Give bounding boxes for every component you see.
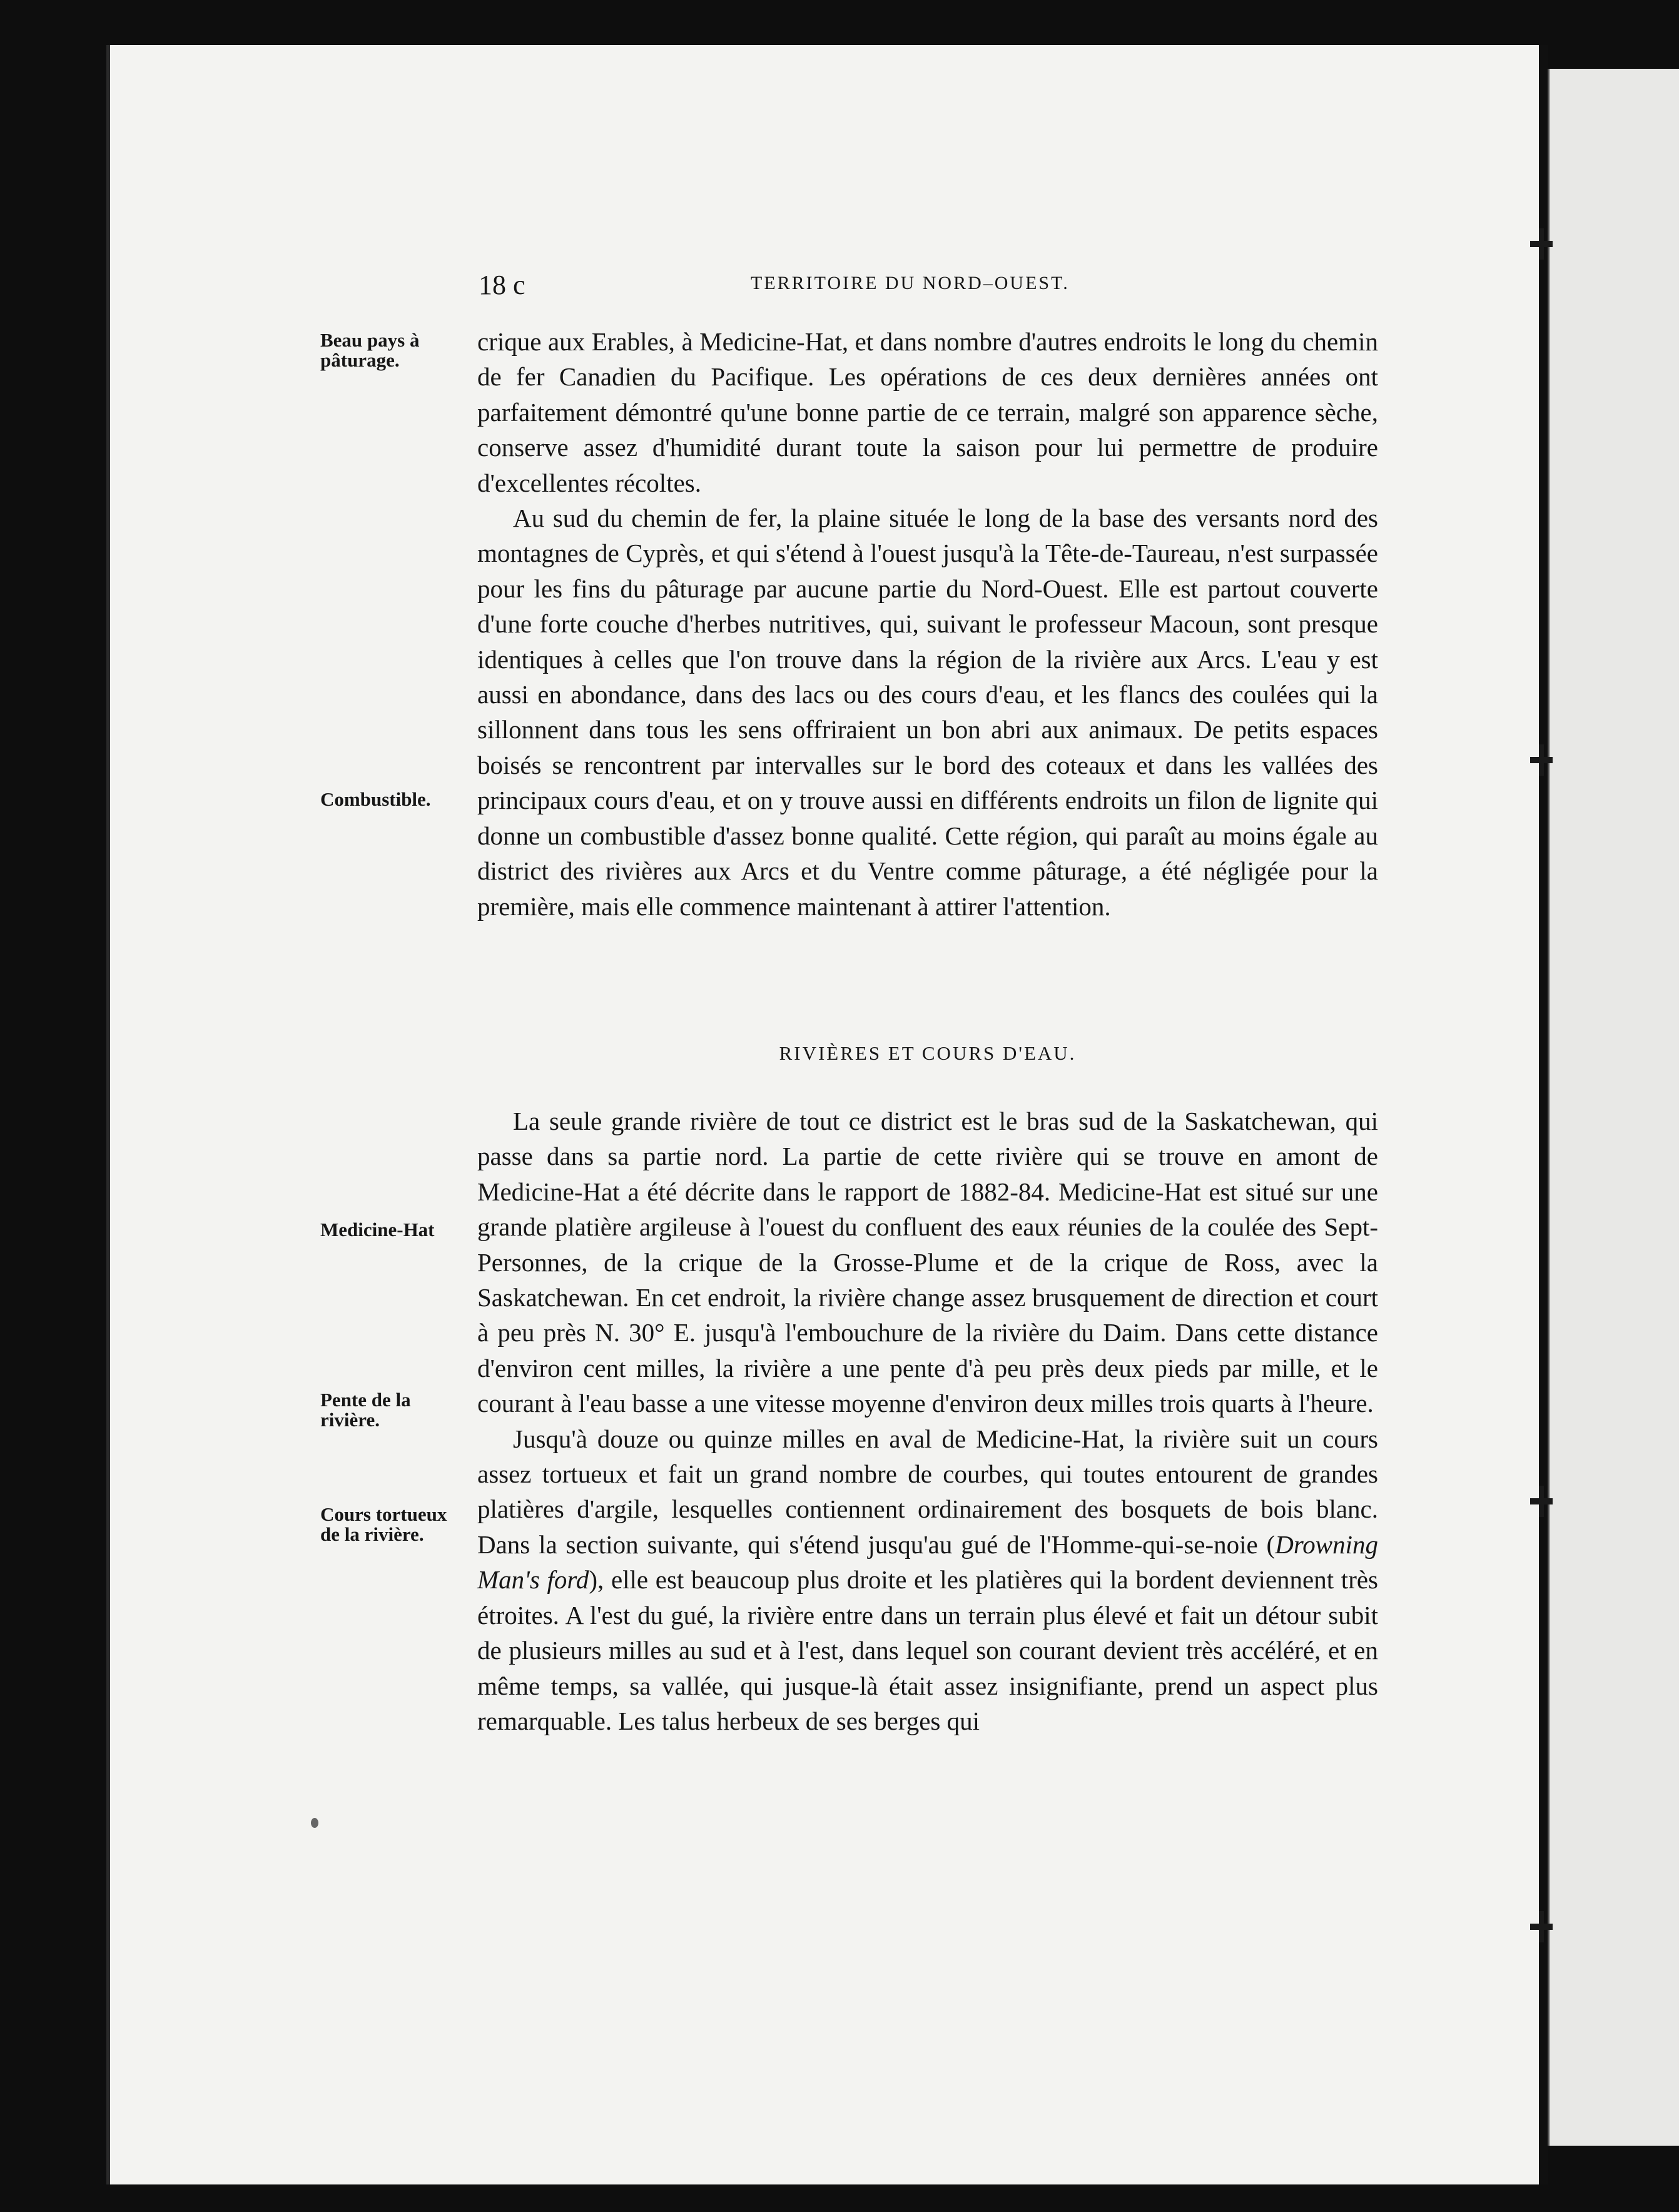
binding-mark xyxy=(1530,757,1553,763)
paragraph: crique aux Erables, à Medicine-Hat, et dans nombre d'autres endroits le long du chemin de fer Canadien du Pacifique. Les opérations de ces deux dernières années ont parfaitement démontré qu'une bonne partie de ce terrain, malgré son apparence sèche, conserve assez d'humidité durant toute la saison pour lui permettre de produire d'excellentes récoltes. xyxy=(477,327,1378,497)
margin-note-cours-tortueux: Cours tortueux de la rivière. xyxy=(320,1503,447,1545)
page-header xyxy=(475,269,1376,307)
running-title: TERRITOIRE DU NORD–OUEST. xyxy=(751,273,1070,293)
margin-note-medicine-hat: Medicine-Hat xyxy=(320,1219,435,1240)
paragraph: Au sud du chemin de fer, la plaine située le long de la base des versants nord des montagnes de Cyprès, et qui s'étend à l'ouest jusqu'à la Tête-de-Taureau, n'est surpassée pour les fins du pâturage par aucune partie du Nord-Ouest. Elle est partout couverte d'une forte couche d'herbes nutritives, qui, suivant le professeur Macoun, sont presque identiques à celles que l'on trouve dans la région de la rivière aux Arcs. L'eau y est aussi en abondance, dans des lacs ou des cours d'eau, et les flancs des coulées qui la sillonnent dans tous les sens offriraient un bon abri aux animaux. De petits espaces boisés se rencontrent par intervalles sur le bord des coteaux et dans les vallées des principaux cours d'eau, et on y trouve aussi en différents endroits un filon de lignite qui donne un combustible d'assez bonne qualité. Cette région, qui paraît au moins égale au district des rivières aux Arcs et du Ventre comme pâturage, a été négligée pour la première, mais elle commence maintenant à attirer l'attention. xyxy=(477,504,1378,921)
margin-note-combustible: Combustible. xyxy=(320,788,431,810)
margin-note-pente: Pente de la rivière. xyxy=(320,1389,411,1431)
body-text-bottom xyxy=(477,1103,1378,1738)
scan-speck xyxy=(311,1818,318,1828)
binding-mark xyxy=(1530,1924,1553,1930)
page-edge xyxy=(1539,45,1548,2184)
facing-page-edge xyxy=(1548,69,1679,2146)
margin-note-beau-pays: Beau pays à pâturage. xyxy=(320,329,420,371)
page-number: 18 c xyxy=(479,270,525,300)
paragraph xyxy=(477,1421,1378,1739)
paragraph-text: ), elle est beaucoup plus droite et les platières qui la bordent deviennent très étroites. A l'est du gué, la rivière entre dans un terrain plus élevé et fait un détour subit de plusieurs milles au sud et à l'est, dans lequel son courant devient très accéléré, et en même temps, sa vallée, qui jusque-là était assez insignifiante, prend un aspect plus remarquable. Les talus herbeux de ses berges qui xyxy=(477,1565,1378,1735)
paragraph: La seule grande rivière de tout ce district est le bras sud de la Saskatchewan, qui passe dans sa partie nord. La partie de cette rivière qui se trouve en amont de Medicine-Hat a été décrite dans le rapport de 1882-84. Medicine-Hat est situé sur une grande platière argileuse à l'ouest du confluent des eaux réunies de la coulée des Sept-Personnes, de la crique de la Grosse-Plume et de la crique de Ross, avec la Saskatchewan. En cet endroit, la rivière change assez brusquement de direction et court à peu près N. 30° E. jusqu'à l'embouchure de la rivière du Daim. Dans cette distance d'environ cent milles, la rivière a une pente d'à peu près deux pieds par mille, et le courant à l'eau basse a une vitesse moyenne d'environ deux milles trois quarts à l'heure. xyxy=(477,1107,1378,1418)
body-text-top xyxy=(477,324,1378,924)
italic-ford-name: Drowning Man's ford xyxy=(477,1530,1378,1595)
binding-mark xyxy=(1530,241,1553,247)
paragraph-text: Jusqu'à douze ou quinze milles en aval de Medicine-Hat, la rivière suit un cours assez tortueux et fait un grand nombre de courbes, qui toutes entourent de grandes platières d'argile, lesquelles contiennent ordinairement des bosquets de bois blanc. Dans la section suivante, qui s'étend jusqu'au gué de l'Homme-qui-se-noie ( xyxy=(477,1424,1378,1559)
binding-mark xyxy=(1530,1498,1553,1504)
section-heading: RIVIÈRES ET COURS D'EAU. xyxy=(779,1042,1077,1064)
